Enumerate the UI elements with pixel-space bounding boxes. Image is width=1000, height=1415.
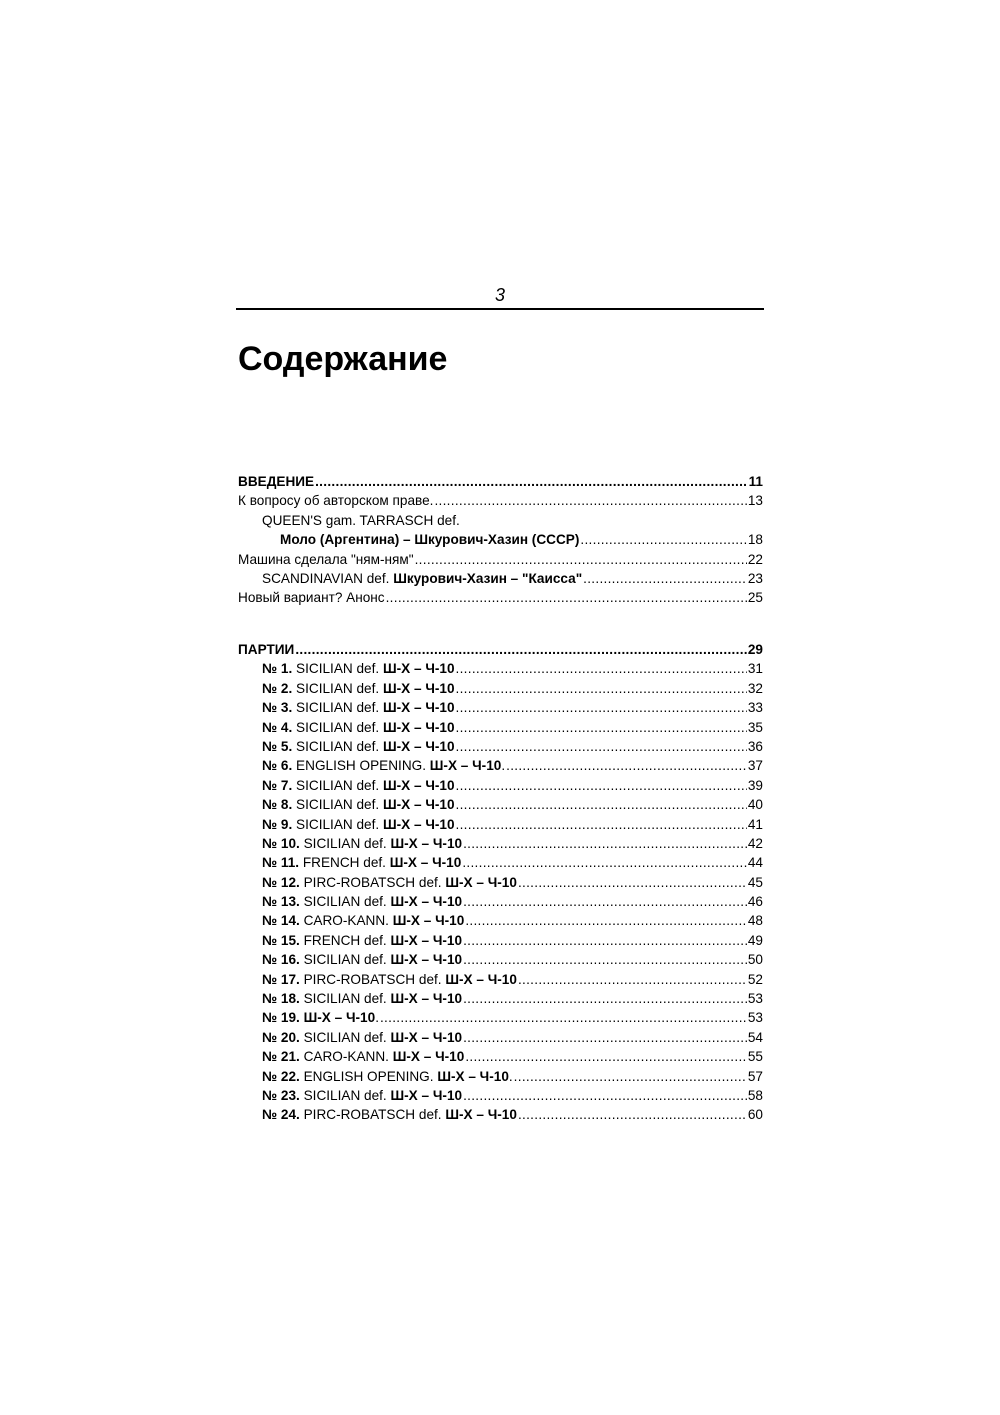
toc-entry-title [262, 1086, 462, 1105]
toc-entry-title-bold: Ш-Х – Ч-10 [429, 758, 502, 774]
toc-entry-title-bold: Ш-Х – Ч-10 [382, 700, 455, 716]
toc-entry-title-text: SICILIAN def. [299, 1029, 391, 1045]
toc-page-number: 55 [747, 1049, 763, 1065]
toc-entry-title-text: . [375, 1010, 379, 1026]
toc-entry [238, 950, 763, 969]
toc-entry [238, 795, 763, 814]
toc-entry-title-bold: № 17. [262, 971, 300, 987]
toc-page-number: 25 [747, 590, 763, 606]
toc-entry-title-text: К вопросу об авторском праве. [238, 493, 434, 509]
toc-entry-title-text: SICILIAN def. [299, 835, 391, 851]
dot-leader [415, 550, 747, 569]
toc-entry-title-bold: № 13. [262, 894, 300, 910]
toc-entry [238, 892, 763, 911]
toc-entry-title-bold: Ш-Х – Ч-10 [390, 835, 463, 851]
toc-entry-title-bold: Ш-Х – Ч-10 [382, 719, 455, 735]
toc-entry-title-bold: Ш-Х – Ч-10 [390, 1029, 463, 1045]
page-number: 3 [494, 285, 505, 305]
toc-entry-title-bold: № 5. [262, 738, 293, 754]
toc-entry-title-text: SICILIAN def. [292, 680, 383, 696]
toc-entry-title [262, 756, 505, 775]
toc-entry-title-bold: Ш-Х – Ч-10 [445, 971, 517, 987]
toc-page-number: 29 [747, 642, 763, 657]
dot-leader [465, 1047, 747, 1066]
dot-leader [456, 659, 747, 678]
dot-leader [518, 1105, 747, 1124]
toc-entry-title-bold: Ш-Х – Ч-10 [382, 661, 455, 677]
toc-games-section [238, 640, 763, 1125]
toc-entry-title-bold: Ш-Х – Ч-10 [382, 680, 455, 696]
toc-page-number: 45 [747, 874, 763, 890]
toc-entry-title [262, 1105, 517, 1124]
toc-entry-title-text: SICILIAN def. [292, 777, 383, 793]
toc-entry [238, 679, 763, 698]
toc-entry-title-bold: № 7. [262, 777, 293, 793]
dot-leader [456, 698, 747, 717]
toc-entry-title [262, 1008, 379, 1027]
toc-entry-title [262, 1047, 464, 1066]
toc-entry-title-text: FRENCH def. [299, 932, 391, 948]
toc-entry-title-bold: № 2. [262, 680, 293, 696]
toc-entry-title-bold: № 6. [262, 758, 293, 774]
dot-leader [456, 679, 747, 698]
toc-page-number: 57 [747, 1068, 763, 1084]
toc-entry-title-bold: ПАРТИИ [238, 642, 295, 657]
toc-entry-title-bold: Ш-Х – Ч-10 [437, 1068, 509, 1084]
toc-entry-title-text: Новый вариант? Анонс [238, 590, 385, 606]
toc-intro-section [238, 472, 763, 608]
toc-entry-title-text: SICILIAN def. [292, 816, 383, 832]
toc-entry-title-text: FRENCH def. [299, 855, 390, 871]
dot-leader [386, 588, 747, 607]
toc-entry-title-text: QUEEN'S gam. TARRASCH def. [262, 512, 460, 528]
toc-entry-title-bold: Ш-Х – Ч-10 [382, 816, 455, 832]
toc-entry-title-bold: Ш-Х – Ч-10 [445, 1107, 517, 1123]
toc-page-number: 60 [747, 1107, 763, 1123]
toc-entry-title [262, 911, 464, 930]
toc-page-number: 48 [747, 913, 763, 929]
toc-entry-title [262, 511, 460, 530]
toc-entry-title-bold: № 14. [262, 913, 300, 929]
toc-entry-title [262, 815, 455, 834]
toc-entry-title-bold: № 11. [262, 855, 300, 871]
toc-entry-title-bold: Ш-Х – Ч-10 [389, 855, 462, 871]
toc-entry [238, 491, 763, 510]
toc-entry-title [262, 931, 462, 950]
dot-leader [462, 853, 747, 872]
toc-entry-title [262, 679, 455, 698]
toc-entry-title-bold: № 20. [262, 1029, 300, 1045]
toc-page-number: 37 [747, 758, 763, 774]
toc-entry-title-bold: Ш-Х – Ч-10 [445, 874, 517, 890]
toc-entry-title-bold: Ш-Х – Ч-10 [392, 913, 465, 929]
toc-entry-title-bold: № 12. [262, 874, 300, 890]
toc-entry-title-bold: № 18. [262, 991, 300, 1007]
toc-entry-title [262, 776, 455, 795]
toc-page-number: 32 [747, 680, 763, 696]
toc-entry-title-bold: № 10. [262, 835, 300, 851]
toc-entry-title [280, 530, 579, 549]
toc-entry [238, 873, 763, 892]
toc-entry-title-bold: Ш-Х – Ч-10 [392, 1049, 465, 1065]
dot-leader [506, 756, 747, 775]
toc-page-number: 44 [747, 855, 763, 871]
toc-entry-title-bold: № 9. [262, 816, 293, 832]
toc-entry-title-bold: Ш-Х – Ч-10 [303, 1010, 376, 1026]
toc-entry-title-bold: № 22. [262, 1068, 300, 1084]
header-rule [236, 308, 764, 310]
toc-page-number: 41 [747, 816, 763, 832]
page-title: Содержание [238, 340, 448, 378]
toc-page-number: 39 [747, 777, 763, 793]
toc-entry [238, 659, 763, 678]
toc-entry [238, 1047, 763, 1066]
toc-entry-title-text: SICILIAN def. [292, 661, 383, 677]
toc-entry [238, 530, 763, 549]
toc-entry-title-bold: № 16. [262, 952, 300, 968]
toc-entry-title-bold: Ш-Х – Ч-10 [382, 777, 455, 793]
dot-leader [380, 1008, 747, 1027]
toc-entry-title-bold: Ш-Х – Ч-10 [382, 738, 455, 754]
toc-entry-title [262, 834, 462, 853]
toc-entry-title-bold: Ш-Х – Ч-10 [390, 894, 463, 910]
dot-leader [456, 815, 747, 834]
dot-leader [583, 569, 747, 588]
dot-leader [518, 970, 747, 989]
toc-entry [238, 853, 763, 872]
toc-page-number: 49 [747, 932, 763, 948]
toc-entry-title-text: SICILIAN def. [299, 952, 391, 968]
toc-entry-title-bold: № 21. [262, 1049, 300, 1065]
toc-page-number: 18 [747, 532, 763, 548]
toc-entry-title-text: SICILIAN def. [299, 1087, 391, 1103]
toc-page-number: 35 [747, 719, 763, 735]
toc-page-number: 40 [747, 797, 763, 813]
toc-entry [238, 737, 763, 756]
toc-entry-title [238, 550, 414, 569]
toc-entry-title [262, 795, 455, 814]
dot-leader [456, 795, 747, 814]
dot-leader [514, 1067, 747, 1086]
toc-entry [238, 588, 763, 607]
toc-entry [238, 1008, 763, 1027]
toc-page-number: 53 [747, 991, 763, 1007]
dot-leader [518, 873, 747, 892]
toc-entry-title [262, 1028, 462, 1047]
dot-leader [295, 640, 747, 659]
toc-entry-title [262, 950, 462, 969]
toc-entry-title [262, 853, 461, 872]
dot-leader [463, 892, 747, 911]
toc-entry [238, 511, 763, 530]
toc-page-number: 23 [747, 570, 763, 586]
toc-entry-title-text: PIRC-ROBATSCH def. [299, 874, 446, 890]
toc-entry [238, 931, 763, 950]
toc-entry-title-text: PIRC-ROBATSCH def. [299, 971, 446, 987]
toc-entry [238, 550, 763, 569]
toc-entry-title-text: Машина сделала "ням-ням" [238, 551, 414, 567]
toc-entry-title [238, 588, 385, 607]
toc-entry-title [262, 892, 462, 911]
toc-page-number: 53 [747, 1010, 763, 1026]
toc-entry-title-bold: № 24. [262, 1107, 300, 1123]
toc-entry-title-text: SICILIAN def. [292, 738, 383, 754]
toc-entry [238, 815, 763, 834]
toc-entry-title-text: SCANDINAVIAN def. [262, 570, 394, 586]
dot-leader [463, 950, 747, 969]
toc-entry-title-bold: Ш-Х – Ч-10 [390, 991, 463, 1007]
toc-page-number: 42 [747, 835, 763, 851]
toc-entry-title-bold: Ш-Х – Ч-10 [390, 952, 463, 968]
toc-entry-title-bold: ВВЕДЕНИЕ [238, 474, 315, 489]
toc-entry-title [238, 491, 433, 510]
dot-leader [463, 1028, 747, 1047]
dot-leader [463, 989, 747, 1008]
toc-entry-title-text: SICILIAN def. [292, 797, 383, 813]
toc-entry [238, 834, 763, 853]
dot-leader [463, 931, 747, 950]
toc-entry-title-text: SICILIAN def. [299, 991, 391, 1007]
toc-entry-title-text: PIRC-ROBATSCH def. [299, 1107, 446, 1123]
toc-entry [238, 1105, 763, 1124]
toc-entry-title [238, 472, 314, 491]
toc-entry-title-text: ENGLISH OPENING. [299, 1068, 438, 1084]
toc-entry-title-text: . [501, 758, 506, 774]
toc-entry-title-bold: № 3. [262, 700, 293, 716]
toc-page-number: 52 [747, 971, 763, 987]
toc-entry [238, 911, 763, 930]
toc-entry-title [238, 640, 294, 659]
toc-entry [238, 756, 763, 775]
toc-entry-title-bold: Ш-Х – Ч-10 [382, 797, 455, 813]
toc-entry-title-bold: № 4. [262, 719, 293, 735]
toc-page-number: 22 [747, 551, 763, 567]
toc-entry-title [262, 698, 455, 717]
dot-leader [580, 530, 746, 549]
toc-entry-title [262, 1067, 513, 1086]
toc-entry-title-text: SICILIAN def. [299, 894, 391, 910]
toc-entry-title-bold: № 23. [262, 1087, 300, 1103]
toc-entry [238, 1028, 763, 1047]
dot-leader [456, 718, 747, 737]
toc-entry-title-bold: № 19. [262, 1010, 300, 1026]
toc-page-number: 31 [747, 661, 763, 677]
dot-leader [463, 1086, 747, 1105]
toc-entry [238, 1086, 763, 1105]
toc-entry-title [262, 718, 455, 737]
toc-entry-title-text: CARO-KANN. [299, 913, 393, 929]
toc-page-number: 33 [747, 700, 763, 716]
toc-entry-title [262, 970, 517, 989]
toc-entry-title-bold: № 1. [262, 661, 293, 677]
toc-page-number: 36 [747, 738, 763, 754]
dot-leader [465, 911, 747, 930]
toc-page-number: 58 [747, 1087, 763, 1103]
toc-page-number: 13 [747, 493, 763, 509]
toc-entry-title [262, 737, 455, 756]
toc-entry [238, 569, 763, 588]
toc-page-number: 50 [747, 952, 763, 968]
toc-entry [238, 776, 763, 795]
toc-entry-title-text: . [508, 1068, 513, 1084]
toc-entry [238, 970, 763, 989]
toc-entry [238, 698, 763, 717]
toc-entry-title [262, 873, 517, 892]
toc-entry [238, 640, 763, 659]
toc-entry-title-text: SICILIAN def. [292, 700, 383, 716]
toc-entry [238, 989, 763, 1008]
toc-entry-title-bold: Шкурович-Хазин – "Каисса" [393, 570, 583, 586]
toc-entry [238, 472, 763, 491]
toc-entry-title-bold: Ш-Х – Ч-10 [390, 932, 463, 948]
toc-entry-title-bold: № 15. [262, 932, 300, 948]
dot-leader [463, 834, 747, 853]
toc-entry-title [262, 989, 462, 1008]
toc-entry-title-text: ENGLISH OPENING. [292, 758, 430, 774]
toc-entry [238, 1067, 763, 1086]
toc-entry-title [262, 569, 582, 588]
dot-leader [434, 491, 746, 510]
toc-page-number: 11 [748, 474, 763, 489]
dot-leader [456, 737, 747, 756]
toc-page-number: 46 [747, 894, 763, 910]
toc-entry-title-bold: № 8. [262, 797, 293, 813]
dot-leader [456, 776, 747, 795]
dot-leader [315, 472, 748, 491]
toc-entry-title-text: SICILIAN def. [292, 719, 383, 735]
toc-entry-title-bold: Ш-Х – Ч-10 [390, 1087, 463, 1103]
toc-entry-title [262, 659, 455, 678]
toc-page-number: 54 [747, 1029, 763, 1045]
toc-entry-title-text: CARO-KANN. [299, 1049, 393, 1065]
toc-entry-title-bold: Моло (Аргентина) – Шкурович-Хазин (СССР) [280, 532, 580, 548]
toc-entry [238, 718, 763, 737]
